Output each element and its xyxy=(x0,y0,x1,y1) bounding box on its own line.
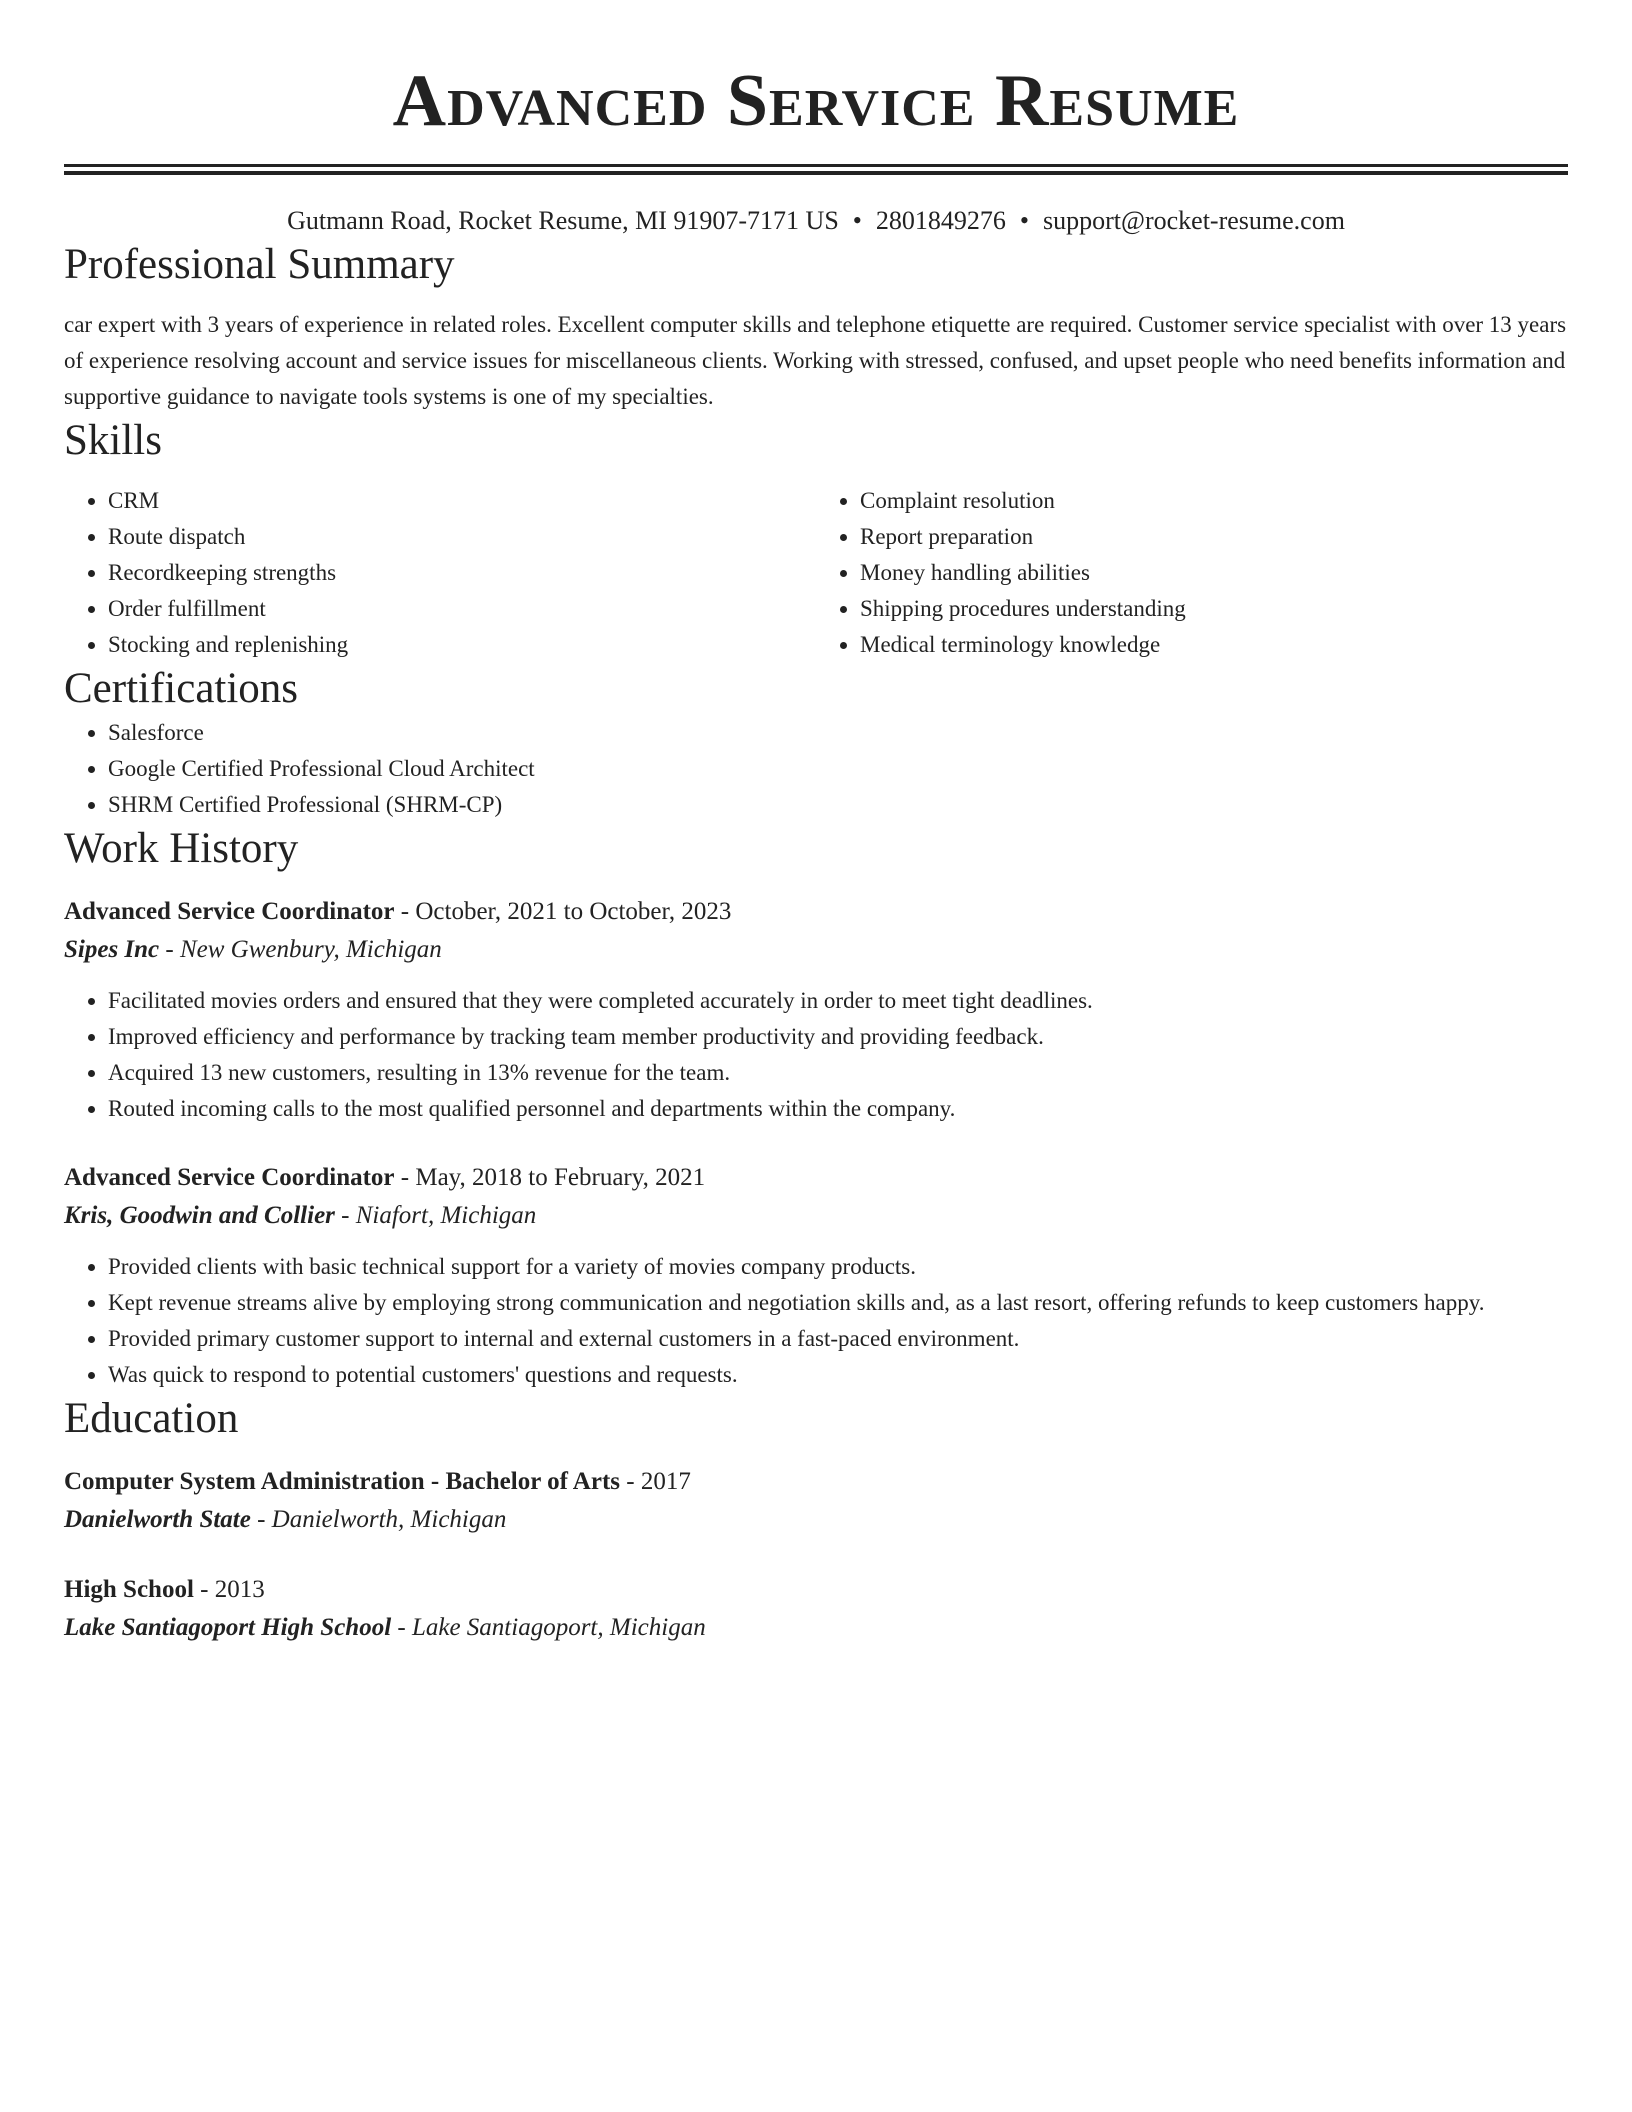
job-dates: - October, 2021 to October, 2023 xyxy=(394,898,732,925)
education-degree: Computer System Administration - Bachelor of Arts xyxy=(64,1468,620,1495)
education-location: - Danielworth, Michigan xyxy=(250,1506,507,1533)
skills-list-left xyxy=(64,483,816,663)
contact-email: support@rocket-resume.com xyxy=(1043,206,1345,235)
contact-separator: • xyxy=(852,206,862,235)
job-header xyxy=(64,893,1568,931)
contact-line xyxy=(64,203,1568,239)
education-entry xyxy=(64,1571,1568,1647)
job-employer xyxy=(64,1197,1568,1235)
job-company: Sipes Inc xyxy=(64,936,160,963)
work-history-heading: Work History xyxy=(64,825,299,872)
education-school-line xyxy=(64,1501,1568,1539)
job-employer xyxy=(64,931,1568,969)
education-year: - 2013 xyxy=(193,1576,265,1603)
job-bullet: • Provided clients with basic technical support for a variety of movies company products. xyxy=(108,1249,1568,1285)
job-location: - Niafort, Michigan xyxy=(334,1202,537,1229)
skills-heading: Skills xyxy=(64,417,162,464)
job-bullet: • Was quick to respond to potential customers' questions and requests. xyxy=(108,1357,1568,1393)
contact-separator: • xyxy=(1019,206,1030,235)
job-role: Advanced Service Coordinator xyxy=(64,898,395,925)
certification-item: • Salesforce xyxy=(108,715,1568,751)
job-bullets xyxy=(64,1249,1568,1393)
education-year: - 2017 xyxy=(620,1468,691,1495)
title-double-rule xyxy=(64,164,1568,175)
education-location: - Lake Santiagoport, Michigan xyxy=(391,1614,706,1641)
certifications-heading: Certifications xyxy=(64,665,299,712)
job-role: Advanced Service Coordinator xyxy=(64,1164,395,1191)
job-bullet: • Kept revenue streams alive by employing strong communication and negotiation skills and, as a last resort, offering refunds to keep customers happy. xyxy=(108,1285,1568,1321)
skill-item: • Medical terminology knowledge xyxy=(860,627,1568,663)
job-dates: - May, 2018 to February, 2021 xyxy=(394,1164,706,1191)
summary-text: car expert with 3 years of experience in related roles. Excellent computer skills and telephone etiquette are required. Customer service specialist with over 13 years of experience resolving account and service issues for miscellaneous clients. Working with stressed, confused, and upset people who need benefits information and supportive guidance to navigate tools systems is one of my specialties. xyxy=(64,312,1567,409)
contact-address: Gutmann Road, Rocket Resume, MI 91907-7171 US xyxy=(287,206,839,235)
skill-item: • Recordkeeping strengths xyxy=(108,555,816,591)
skill-item: • Order fulfillment xyxy=(108,591,816,627)
education-entry xyxy=(64,1463,1568,1539)
education-heading: Education xyxy=(64,1395,239,1442)
job-entry xyxy=(64,1159,1568,1393)
skill-item: • Report preparation xyxy=(860,519,1568,555)
education-school-line xyxy=(64,1609,1568,1647)
certifications-list xyxy=(64,715,1568,823)
job-entry xyxy=(64,893,1568,1127)
skill-item: • CRM xyxy=(108,483,816,519)
certification-item: • Google Certified Professional Cloud Architect xyxy=(108,751,1568,787)
certification-item: • SHRM Certified Professional (SHRM-CP) xyxy=(108,787,1568,823)
education-header xyxy=(64,1571,1568,1609)
skill-item: • Stocking and replenishing xyxy=(108,627,816,663)
job-location: - New Gwenbury, Michigan xyxy=(159,936,442,963)
education-school: Danielworth State xyxy=(64,1506,251,1533)
job-bullet: • Improved efficiency and performance by tracking team member productivity and providing feedback. xyxy=(108,1019,1568,1055)
job-bullet: • Facilitated movies orders and ensured that they were completed accurately in order to meet tight deadlines. xyxy=(108,983,1568,1019)
contact-phone: 2801849276 xyxy=(875,206,1006,235)
skill-item: • Route dispatch xyxy=(108,519,816,555)
job-bullets xyxy=(64,983,1568,1127)
education-school: Lake Santiagoport High School xyxy=(64,1614,392,1641)
skills-columns xyxy=(64,483,1568,663)
skill-item: • Money handling abilities xyxy=(860,555,1568,591)
education-header xyxy=(64,1463,1568,1501)
education-degree: High School xyxy=(64,1576,194,1603)
job-header xyxy=(64,1159,1568,1197)
job-bullet: • Routed incoming calls to the most qualified personnel and departments within the company. xyxy=(108,1091,1568,1127)
job-bullet: • Acquired 13 new customers, resulting in 13% revenue for the team. xyxy=(108,1055,1568,1091)
job-company: Kris, Goodwin and Collier xyxy=(64,1202,335,1229)
summary-heading: Professional Summary xyxy=(64,241,455,288)
resume-title: Advanced Service Resume xyxy=(392,60,1240,142)
skill-item: • Complaint resolution xyxy=(860,483,1568,519)
skills-list-right xyxy=(816,483,1568,663)
skill-item: • Shipping procedures understanding xyxy=(860,591,1568,627)
job-bullet: • Provided primary customer support to internal and external customers in a fast-paced environment. xyxy=(108,1321,1568,1357)
